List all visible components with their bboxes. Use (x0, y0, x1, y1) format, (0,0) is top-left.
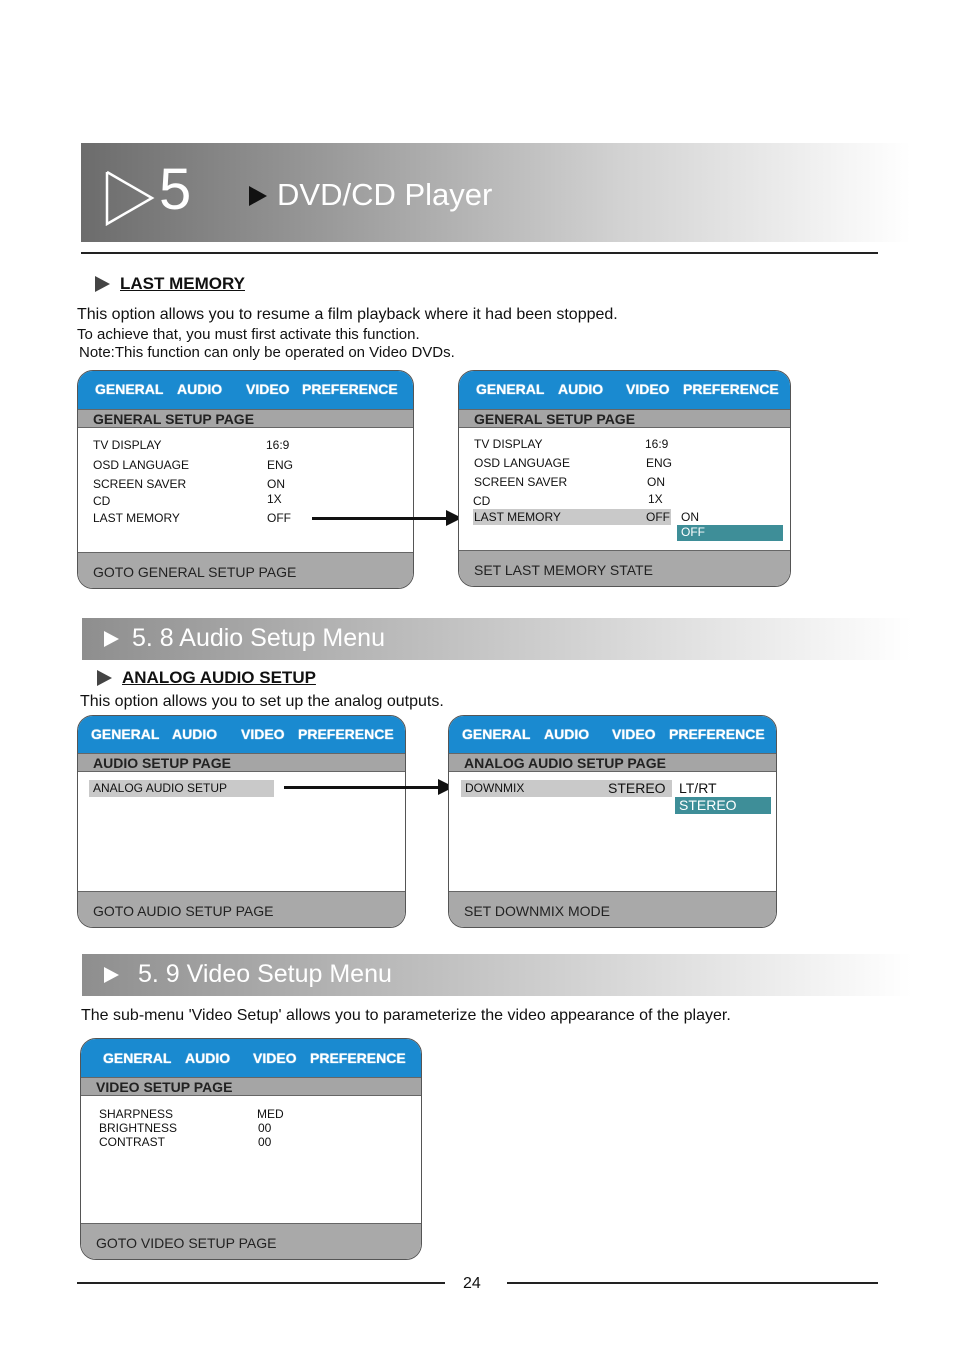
page-title-bar (459, 409, 790, 428)
row-value-last-memory: OFF (267, 511, 291, 525)
row-value-osd-language: ENG (267, 458, 294, 472)
row-value-osd-language: ENG (646, 456, 673, 470)
analog-audio-description: This option allows you to set up the analog outputs. (80, 693, 444, 710)
row-value-tv-display: 16:9 (266, 438, 290, 452)
section-title-audio: 5. 8 Audio Setup Menu (132, 624, 385, 652)
footer-rule-right (507, 1282, 878, 1284)
menu-footer (78, 891, 405, 927)
menu-tab-bar (78, 371, 413, 409)
page-number: 24 (463, 1275, 481, 1292)
section-title-video: 5. 9 Video Setup Menu (138, 960, 392, 988)
tab-audio[interactable]: AUDIO (544, 726, 590, 742)
tab-general[interactable]: GENERAL (103, 1050, 172, 1066)
tab-video[interactable]: VIDEO (241, 726, 285, 742)
play-icon (97, 670, 112, 686)
row-value-sharpness: MED (257, 1107, 284, 1121)
row-label-last-memory[interactable]: LAST MEMORY (474, 510, 561, 524)
row-label-tv-display[interactable]: TV DISPLAY (93, 438, 162, 452)
general-setup-menu-right (458, 370, 791, 587)
row-label-downmix[interactable]: DOWNMIX (465, 781, 525, 795)
play-outline-icon (105, 170, 155, 226)
option-stereo-selected[interactable]: STEREO (675, 797, 771, 814)
row-label-contrast[interactable]: CONTRAST (99, 1135, 165, 1149)
general-setup-menu-left (77, 370, 414, 589)
page-title: AUDIO SETUP PAGE (93, 755, 231, 771)
tab-preference[interactable]: PREFERENCE (683, 381, 779, 397)
analog-audio-heading (97, 668, 316, 688)
menu-tab-bar (78, 716, 405, 753)
tab-preference[interactable]: PREFERENCE (302, 381, 398, 397)
last-memory-line-1: This option allows you to resume a film playback where it had been stopped. (77, 306, 618, 323)
row-label-screen-saver[interactable]: SCREEN SAVER (93, 477, 187, 491)
tab-video[interactable]: VIDEO (626, 381, 670, 397)
arrow-right-icon (312, 517, 460, 520)
row-value-cd: 1X (648, 492, 663, 506)
row-label-osd-language[interactable]: OSD LANGUAGE (474, 456, 571, 470)
row-label-brightness[interactable]: BRIGHTNESS (99, 1121, 178, 1135)
tab-general[interactable]: GENERAL (476, 381, 545, 397)
analog-audio-heading-text: ANALOG AUDIO SETUP (122, 668, 316, 687)
footer-hint: GOTO AUDIO SETUP PAGE (93, 903, 274, 919)
last-memory-heading-text: LAST MEMORY (120, 274, 245, 293)
page-title: VIDEO SETUP PAGE (96, 1079, 233, 1095)
menu-tab-bar (449, 716, 776, 753)
row-label-analog-audio-setup[interactable]: ANALOG AUDIO SETUP (93, 781, 228, 795)
row-label-last-memory[interactable]: LAST MEMORY (93, 511, 180, 525)
page-title: ANALOG AUDIO SETUP PAGE (464, 755, 666, 771)
tab-audio[interactable]: AUDIO (558, 381, 604, 397)
page-title-bar (78, 409, 413, 428)
chapter-divider (81, 252, 878, 254)
tab-general[interactable]: GENERAL (462, 726, 531, 742)
footer-rule-left (77, 1282, 445, 1284)
row-value-cd: 1X (267, 492, 282, 506)
chapter-banner (81, 143, 911, 242)
section-banner-video (82, 954, 912, 996)
row-value-screen-saver: ON (647, 475, 665, 489)
page-title: GENERAL SETUP PAGE (474, 411, 636, 427)
row-label-cd[interactable]: CD (473, 494, 491, 508)
tab-video[interactable]: VIDEO (612, 726, 656, 742)
page-title-bar (81, 1077, 421, 1096)
option-off-selected[interactable]: OFF (677, 525, 783, 541)
last-memory-line-2: To achieve that, you must first activate this function. (77, 326, 420, 343)
audio-setup-menu-left (77, 715, 406, 928)
tab-audio[interactable]: AUDIO (177, 381, 223, 397)
row-label-screen-saver[interactable]: SCREEN SAVER (474, 475, 568, 489)
arrow-right-icon (284, 786, 452, 789)
menu-tab-bar (81, 1039, 421, 1077)
video-description: The sub-menu 'Video Setup' allows you to parameterize the video appearance of the player. (81, 1007, 731, 1024)
last-memory-note: Note:This function can only be operated on Video DVDs. (79, 344, 455, 361)
play-icon (104, 631, 119, 647)
row-value-screen-saver: ON (267, 477, 285, 491)
section-banner-audio (82, 618, 912, 660)
option-lt-rt[interactable]: LT/RT (679, 780, 717, 796)
tab-preference[interactable]: PREFERENCE (669, 726, 765, 742)
tab-video[interactable]: VIDEO (246, 381, 290, 397)
video-setup-menu (80, 1038, 422, 1260)
footer-hint: SET LAST MEMORY STATE (474, 562, 653, 578)
option-on[interactable]: ON (681, 510, 699, 524)
row-label-tv-display[interactable]: TV DISPLAY (474, 437, 543, 451)
menu-footer (81, 1223, 421, 1259)
tab-preference[interactable]: PREFERENCE (298, 726, 394, 742)
footer-hint: GOTO VIDEO SETUP PAGE (96, 1235, 277, 1251)
row-label-osd-language[interactable]: OSD LANGUAGE (93, 458, 190, 472)
tab-audio[interactable]: AUDIO (185, 1050, 231, 1066)
tab-general[interactable]: GENERAL (95, 381, 164, 397)
chapter-number: 5 (159, 157, 192, 222)
row-value-tv-display: 16:9 (645, 437, 669, 451)
menu-footer (78, 552, 413, 588)
tab-video[interactable]: VIDEO (253, 1050, 297, 1066)
row-value-downmix: STEREO (608, 780, 666, 796)
tab-audio[interactable]: AUDIO (172, 726, 218, 742)
page-title-bar (449, 753, 776, 772)
analog-audio-setup-menu (448, 715, 777, 928)
footer-hint: GOTO GENERAL SETUP PAGE (93, 564, 297, 580)
row-value-last-memory: OFF (646, 510, 670, 524)
menu-tab-bar (459, 371, 790, 409)
menu-footer (449, 891, 776, 927)
tab-general[interactable]: GENERAL (91, 726, 160, 742)
play-icon (95, 276, 110, 292)
page-title-bar (78, 753, 405, 772)
tab-preference[interactable]: PREFERENCE (310, 1050, 406, 1066)
play-icon (104, 967, 119, 983)
menu-footer (459, 550, 790, 586)
footer-hint: SET DOWNMIX MODE (464, 903, 610, 919)
row-value-brightness: 00 (258, 1121, 272, 1135)
row-label-cd[interactable]: CD (93, 494, 111, 508)
row-value-contrast: 00 (258, 1135, 272, 1149)
page-title: GENERAL SETUP PAGE (93, 411, 255, 427)
play-icon (249, 186, 267, 206)
last-memory-heading (95, 274, 245, 294)
chapter-title: DVD/CD Player (277, 177, 493, 212)
row-label-sharpness[interactable]: SHARPNESS (99, 1107, 174, 1121)
